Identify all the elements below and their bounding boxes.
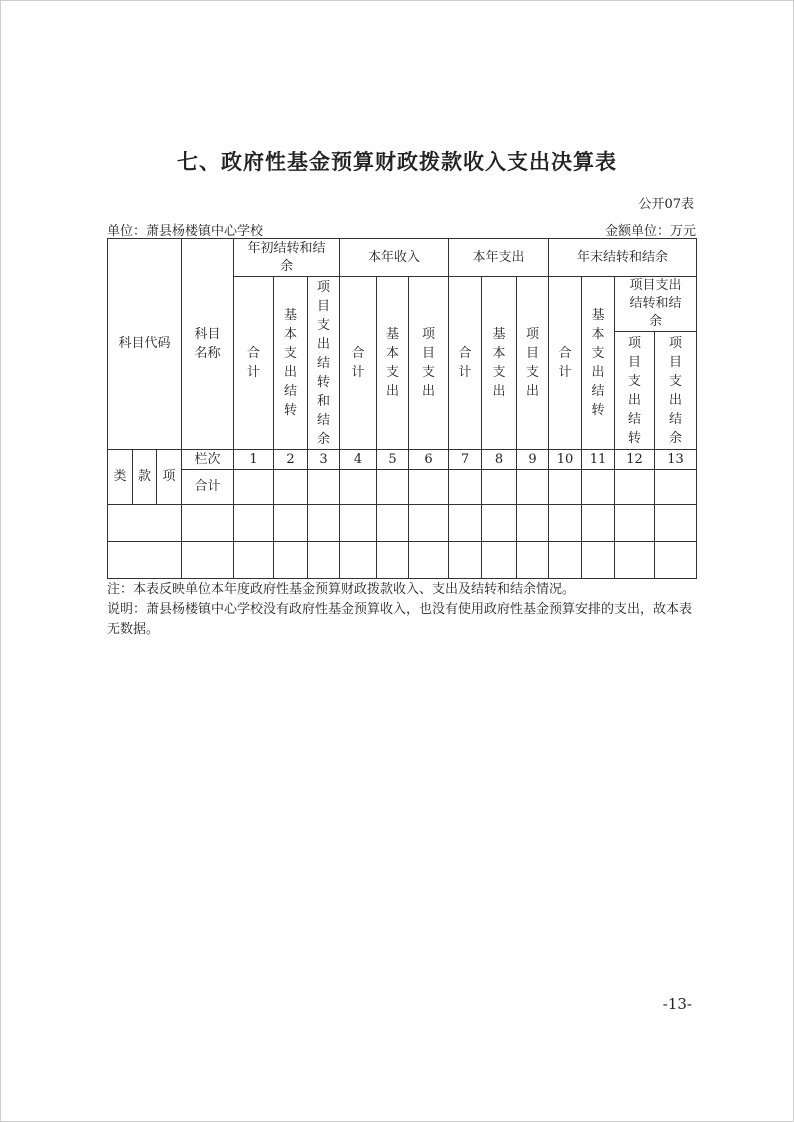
column-number: 8	[482, 450, 517, 470]
header-begin-total: 合计	[234, 277, 274, 450]
table-cell	[655, 470, 697, 505]
header-end-basic: 基本支出结转	[582, 277, 615, 450]
column-index-row	[108, 450, 697, 470]
table-cell	[274, 542, 308, 579]
header-current-income: 本年收入	[340, 239, 449, 277]
header-subject-name: 科目名称	[182, 239, 234, 450]
table-cell	[655, 505, 697, 542]
header-expense-project: 项目支出	[517, 277, 549, 450]
budget-table	[107, 238, 697, 579]
table-cell	[517, 542, 549, 579]
table-cell	[108, 542, 182, 579]
header-end-project-carryover: 项目支出结转	[615, 332, 655, 450]
column-number: 11	[582, 450, 615, 470]
table-cell	[340, 505, 377, 542]
total-row	[108, 470, 697, 505]
table-cell	[582, 470, 615, 505]
header-end-project-group: 项目支出结转和结余	[615, 277, 697, 332]
header-current-expense: 本年支出	[449, 239, 549, 277]
table-cell	[308, 505, 340, 542]
table-cell	[549, 470, 582, 505]
table-cell	[582, 505, 615, 542]
header-begin-project: 项目支出结转和结余	[308, 277, 340, 450]
table-cell	[234, 470, 274, 505]
table-cell	[449, 542, 482, 579]
column-number: 12	[615, 450, 655, 470]
table-cell	[615, 470, 655, 505]
table-cell	[482, 542, 517, 579]
table-cell	[517, 505, 549, 542]
table-cell	[449, 505, 482, 542]
header-begin-basic: 基本支出结转	[274, 277, 308, 450]
table-cell	[409, 470, 449, 505]
table-row	[108, 505, 697, 542]
table-cell	[308, 542, 340, 579]
table-cell	[108, 505, 182, 542]
column-number: 6	[409, 450, 449, 470]
header-row-1	[108, 239, 697, 277]
section-label: 款	[133, 450, 157, 505]
table-cell	[377, 505, 409, 542]
header-income-basic: 基本支出	[377, 277, 409, 450]
column-number: 7	[449, 450, 482, 470]
table-cell	[308, 470, 340, 505]
header-end-total: 合计	[549, 277, 582, 450]
table-explanation: 说明：萧县杨楼镇中心学校没有政府性基金预算收入，也没有使用政府性基金预算安排的支出，故本表无数据。	[107, 602, 693, 637]
page-number: -13-	[662, 995, 692, 1013]
table-cell	[409, 542, 449, 579]
column-number: 3	[308, 450, 340, 470]
total-row-label: 合计	[182, 470, 234, 505]
header-end-balance: 年末结转和结余	[549, 239, 697, 277]
table-cell	[340, 470, 377, 505]
table-cell	[517, 470, 549, 505]
table-cell	[182, 505, 234, 542]
table-cell	[274, 470, 308, 505]
table-cell	[409, 505, 449, 542]
column-number: 9	[517, 450, 549, 470]
table-cell	[615, 542, 655, 579]
header-expense-basic: 基本支出	[482, 277, 517, 450]
class-label: 类	[108, 450, 133, 505]
header-expense-total: 合计	[449, 277, 482, 450]
column-number: 2	[274, 450, 308, 470]
table-cell	[234, 542, 274, 579]
column-number: 5	[377, 450, 409, 470]
table-cell	[549, 505, 582, 542]
table-cell	[482, 470, 517, 505]
header-begin-balance: 年初结转和结余	[234, 239, 340, 277]
table-cell	[549, 542, 582, 579]
table-note: 注：本表反映单位本年度政府性基金预算财政拨款收入、支出及结转和结余情况。	[107, 582, 576, 597]
item-label: 项	[157, 450, 182, 505]
table-cell	[482, 505, 517, 542]
column-number: 1	[234, 450, 274, 470]
row-index-label: 栏次	[182, 450, 234, 470]
column-number: 10	[549, 450, 582, 470]
header-income-total: 合计	[340, 277, 377, 450]
table-cell	[582, 542, 615, 579]
header-end-project-balance: 项目支出结余	[655, 332, 697, 450]
table-cell	[234, 505, 274, 542]
form-number: 公开07表	[638, 197, 694, 212]
table-cell	[377, 542, 409, 579]
table-cell	[377, 470, 409, 505]
table-cell	[615, 505, 655, 542]
table-cell	[449, 470, 482, 505]
table-cell	[340, 542, 377, 579]
header-income-project: 项目支出	[409, 277, 449, 450]
column-number: 13	[655, 450, 697, 470]
header-subject-code: 科目代码	[108, 239, 182, 450]
table-cell	[274, 505, 308, 542]
table-cell	[655, 542, 697, 579]
amount-unit-label: 金额单位：万元	[604, 224, 696, 239]
table-cell	[182, 542, 234, 579]
unit-label: 单位：萧县杨楼镇中心学校	[107, 224, 264, 239]
column-number: 4	[340, 450, 377, 470]
page-title: 七、政府性基金预算财政拨款收入支出决算表	[177, 150, 617, 174]
table-row	[108, 542, 697, 579]
